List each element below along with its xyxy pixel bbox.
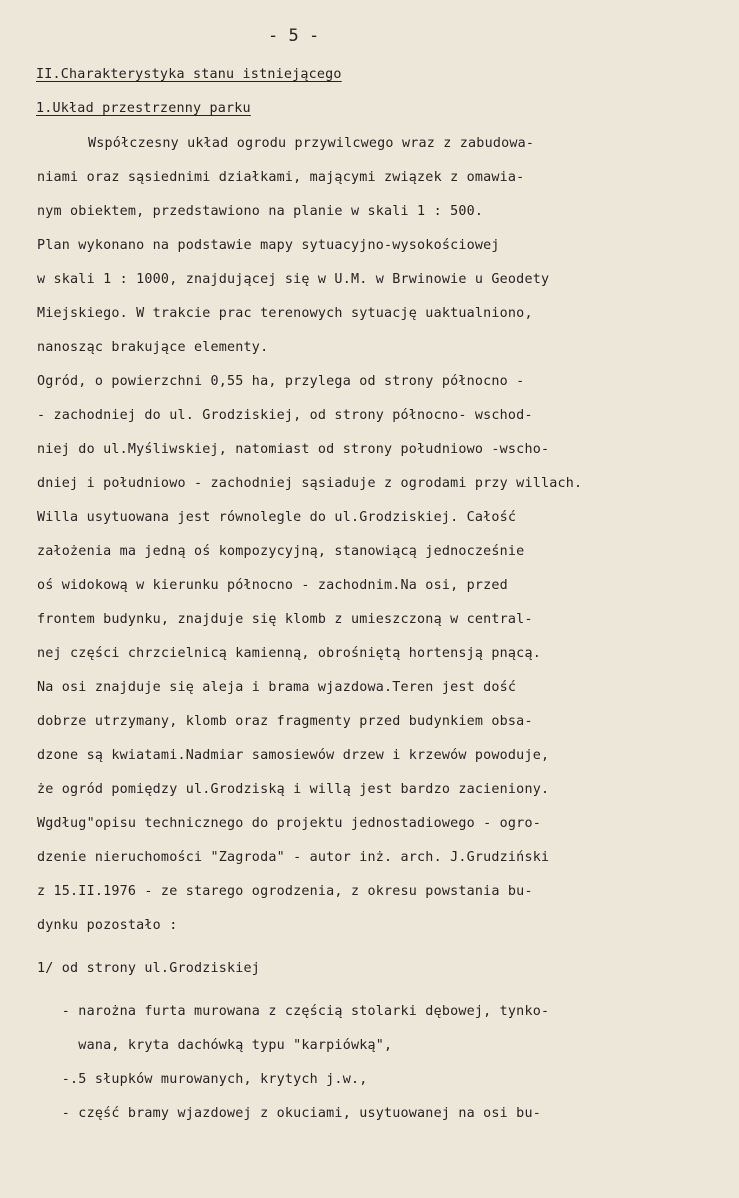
page-number: - 5 - bbox=[268, 26, 320, 46]
text-line: frontem budynku, znajduje się klomb z umieszczoną w central- bbox=[37, 612, 533, 627]
text-line: Na osi znajduje się aleja i brama wjazdowa.Teren jest dość bbox=[37, 680, 517, 695]
text-line: niami oraz sąsiednimi działkami, mającymi związek z omawia- bbox=[37, 170, 525, 185]
text-line: z 15.II.1976 - ze starego ogrodzenia, z okresu powstania bu- bbox=[37, 884, 533, 899]
text-line: 1/ od strony ul.Grodziskiej bbox=[37, 961, 261, 976]
text-line: dzone są kwiatami.Nadmiar samosiewów drzew i krzewów powoduje, bbox=[37, 748, 550, 763]
text-line: Willa usytuowana jest równolegle do ul.Grodziskiej. Całość bbox=[37, 510, 517, 525]
text-line: że ogród pomiędzy ul.Grodziską i willą jest bardzo zacieniony. bbox=[37, 782, 550, 797]
text-line: wana, kryta dachówką typu "karpiówką", bbox=[37, 1038, 393, 1053]
text-line: dzenie nieruchomości "Zagroda" - autor inż. arch. J.Grudziński bbox=[37, 850, 550, 865]
text-line: nym obiektem, przedstawiono na planie w skali 1 : 500. bbox=[37, 204, 484, 219]
text-line: Miejskiego. W trakcie prac terenowych sytuację uaktualniono, bbox=[37, 306, 533, 321]
text-line: dniej i południowo - zachodniej sąsiaduje z ogrodami przy willach. bbox=[37, 476, 583, 491]
text-line: niej do ul.Myśliwskiej, natomiast od strony południowo -wscho- bbox=[37, 442, 550, 457]
text-line: - zachodniej do ul. Grodziskiej, od strony północno- wschod- bbox=[37, 408, 533, 423]
text-line: dobrze utrzymany, klomb oraz fragmenty przed budynkiem obsa- bbox=[37, 714, 533, 729]
text-line: założenia ma jedną oś kompozycyjną, stanowiącą jednocześnie bbox=[37, 544, 525, 559]
text-line: Plan wykonano na podstawie mapy sytuacyjno-wysokościowej bbox=[37, 238, 500, 253]
text-line: w skali 1 : 1000, znajdującej się w U.M. w Brwinowie u Geodety bbox=[37, 272, 550, 287]
text-line: Ogród, o powierzchni 0,55 ha, przylega od strony północno - bbox=[37, 374, 525, 389]
text-line: Współczesny układ ogrodu przywilcwego wraz z zabudowa- bbox=[88, 136, 535, 151]
text-line: Wgdług"opisu technicznego do projektu jednostadiowego - ogro- bbox=[37, 816, 541, 831]
text-line: nej części chrzcielnicą kamienną, obrośniętą hortensją pnącą. bbox=[37, 646, 541, 661]
text-line: - narożna furta murowana z częścią stolarki dębowej, tynko- bbox=[37, 1004, 550, 1019]
text-line: - część bramy wjazdowej z okuciami, usytuowanej na osi bu- bbox=[37, 1106, 541, 1121]
subsection-heading: 1.Układ przestrzenny parku bbox=[36, 101, 251, 116]
text-line: -.5 słupków murowanych, krytych j.w., bbox=[37, 1072, 368, 1087]
section-heading: II.Charakterystyka stanu istniejącego bbox=[36, 67, 342, 82]
text-line: oś widokową w kierunku północno - zachodnim.Na osi, przed bbox=[37, 578, 508, 593]
text-line: nanosząc brakujące elementy. bbox=[37, 340, 269, 355]
text-line: dynku pozostało : bbox=[37, 918, 178, 933]
